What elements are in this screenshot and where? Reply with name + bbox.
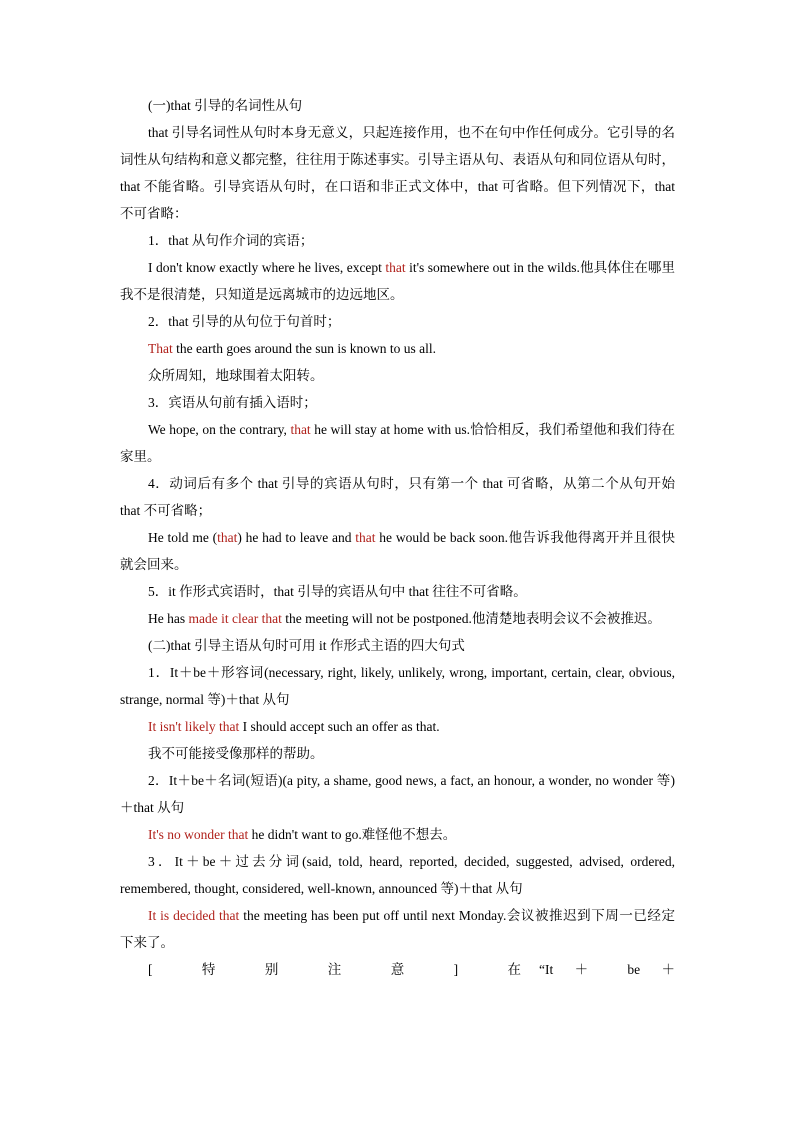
highlight-phrase: It is decided that [148, 908, 240, 923]
pattern-3-example [120, 902, 675, 956]
rule-3-title: 3．宾语从句前有插入语时； [148, 395, 317, 410]
highlight-phrase: It isn't likely that [148, 719, 240, 734]
rule-3-example [120, 416, 675, 470]
rule-2-example [120, 335, 675, 362]
special-note: [ 特 别 注 意 ] 在“It ＋ be ＋ [148, 962, 675, 977]
example-text: he didn't want to go.难怪他不想去。 [248, 827, 457, 842]
example-text: it's somewhere out in the wilds.他具体住在哪里我不是很清楚，只知道是远离城市的边远地区。 [120, 260, 675, 302]
rule-2-translation: 众所周知，地球围着太阳转。 [148, 368, 324, 383]
rule-4-example [120, 524, 675, 578]
example-text: ) he had to leave and [237, 530, 356, 545]
highlight-phrase: made it clear that [188, 611, 282, 626]
example-text: he would be back soon.他告诉我他得离开并且很快就会回来。 [120, 530, 675, 572]
example-text: We hope, on the contrary, [148, 422, 291, 437]
example-text: the meeting has been put off until next Monday.会议被推迟到下周一已经定下来了。 [120, 908, 675, 950]
example-text: He has [148, 611, 189, 626]
pattern-1-example [120, 713, 675, 740]
rule-5-example [120, 605, 675, 632]
example-text: the meeting will not be postponed.他清楚地表明会议不会被推迟。 [281, 611, 661, 626]
highlight-that: that [355, 530, 376, 545]
highlight-phrase: It's no wonder that [148, 827, 249, 842]
rule-5-title: 5．it 作形式宾语时，that 引导的宾语从句中 that 往往不可省略。 [148, 584, 527, 599]
rule-1-example [120, 254, 675, 308]
example-text: I don't know exactly where he lives, except [148, 260, 386, 275]
pattern-2-example [120, 821, 675, 848]
rule-2-title: 2．that 引导的从句位于句首时； [148, 314, 341, 329]
highlight-that: that [290, 422, 311, 437]
pattern-1-translation: 我不可能接受像那样的帮助。 [148, 746, 324, 761]
rule-4-title: 4．动词后有多个 that 引导的宾语从句时，只有第一个 that 可省略，从第二个从句开始 that 不可省略； [120, 476, 675, 518]
highlight-that: That [148, 341, 173, 356]
example-text: he will stay at home with us.恰恰相反，我们希望他和我们待在家里。 [120, 422, 675, 464]
example-text: the earth goes around the sun is known to us all. [172, 341, 436, 356]
highlight-that: that [217, 530, 238, 545]
rule-1-title: 1．that 从句作介词的宾语； [148, 233, 314, 248]
section-heading-2: (二)that 引导主语从句时可用 it 作形式主语的四大句式 [148, 638, 465, 653]
pattern-2-title: 2．It＋be＋名词(短语)(a pity, a shame, good news, a fact, an honour, a wonder, no wonder 等)＋that 从句 [120, 773, 675, 815]
example-text: I should accept such an offer as that. [239, 719, 440, 734]
intro-paragraph: that 引导名词性从句时本身无意义，只起连接作用，也不在句中作任何成分。它引导的名词性从句结构和意义都完整，往往用于陈述事实。引导主语从句、表语从句和同位语从句时，that 不能省略。引导宾语从句时，在口语和非正式文体中，that 可省略。但下列情况下，that 不可省略： [120, 125, 675, 221]
pattern-3-title: 3．It＋be＋过去分词(said, told, heard, reported, decided, suggested, advised, ordered, remembered, thought, considered, well-known, announced 等)＋that 从句 [120, 854, 675, 896]
highlight-that: that [385, 260, 406, 275]
document-page [120, 92, 675, 983]
section-heading-1: (一)that 引导的名词性从句 [148, 98, 303, 113]
example-text: He told me ( [148, 530, 218, 545]
pattern-1-title: 1．It＋be＋形容词(necessary, right, likely, unlikely, wrong, important, certain, clear, obvious, strange, normal 等)＋that 从句 [120, 665, 675, 707]
